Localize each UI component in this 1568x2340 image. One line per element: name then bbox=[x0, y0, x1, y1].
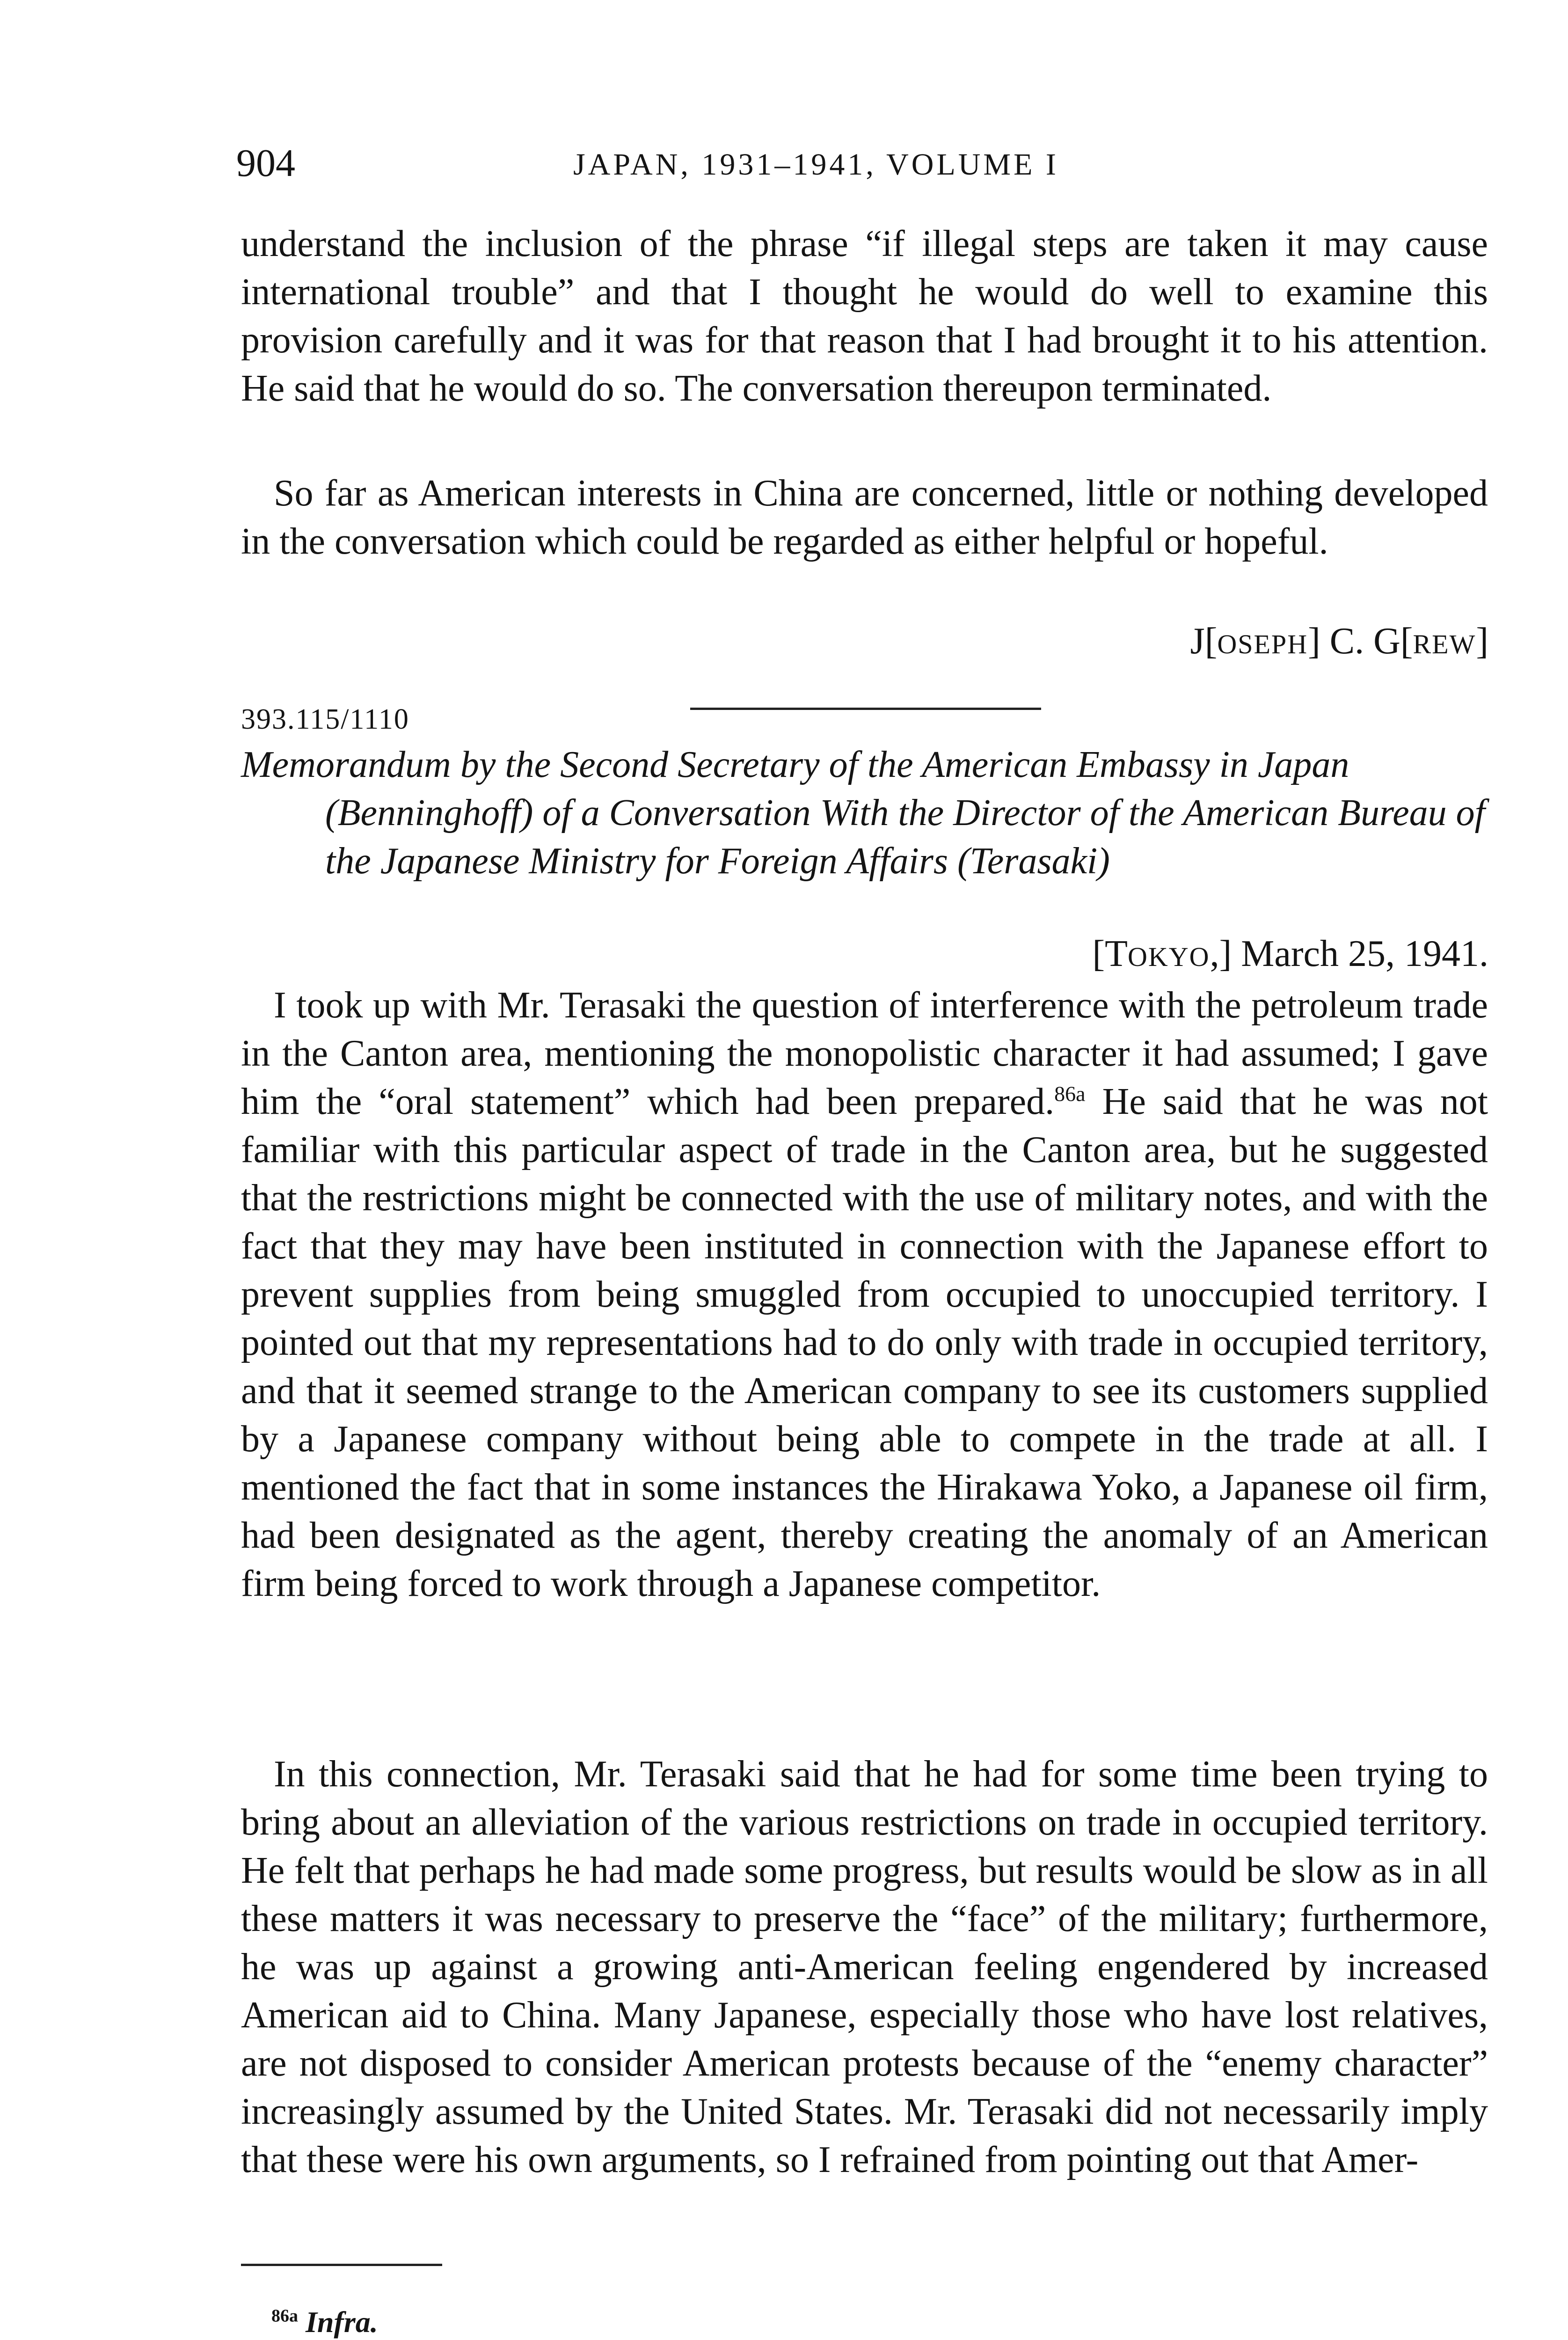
footnote-divider bbox=[241, 2264, 442, 2266]
running-title: JAPAN, 1931–1941, VOLUME I bbox=[573, 147, 1059, 182]
body-paragraph-2: In this connection, Mr. Terasaki said that he had for some time been trying to bring about an alleviation of the various restrictions on trade in occupied territory. He felt that perhaps he had made some progress, but results would be slow as in all these matters it was necessary to preserve the “face” of the military; furthermore, he was up against a growing anti-American feeling engendered by increased American aid to China. Many Japanese, especially those who have lost relatives, are not disposed to consider American protests because of the “enemy character” increasingly assumed by the United States. Mr. Terasaki did not necessarily imply that these were his own arguments, so I refrained from pointing out that Amer- bbox=[241, 1754, 1488, 2180]
footnote bbox=[271, 2305, 378, 2340]
footnote-marker: 86a bbox=[271, 2306, 298, 2326]
dateline-city: OKYO bbox=[1128, 942, 1210, 972]
page-number: 904 bbox=[236, 141, 295, 185]
memo-title: Memorandum by the Second Secretary of the American Embassy in Japan (Benninghoff) of a Conversation With the Director of the American Bureau of the Japanese Ministry for Foreign Affairs (Terasaki) bbox=[241, 744, 1485, 882]
signature-open: J[ bbox=[1190, 621, 1218, 662]
dateline bbox=[1093, 933, 1489, 975]
file-number: 393.115/1110 bbox=[241, 703, 409, 735]
signature-first-name: OSEPH bbox=[1217, 629, 1308, 659]
footnote-reference: 86a bbox=[1054, 1082, 1086, 1106]
signature-last-name: REW bbox=[1413, 629, 1476, 659]
paragraph-1-text-end: He said that he was not familiar with this particular aspect of trade in the Canton area, but he suggested that the restrictions might be connected with the use of military notes, and with the fact that they may have been instituted in connection with the Japanese effort to prevent supplies from being smuggled from occupied to unoccupied territory. I pointed out that my representations had to do only with trade in occupied territory, and that it seemed strange to the American company to see its customers supplied by a Japanese company without being able to compete in the trade at all. I mentioned the fact that in some instances the Hirakawa Yoko, a Japanese oil firm, had been designated as the agent, thereby creating the anomaly of an American firm being forced to work through a Japanese competitor. bbox=[241, 1081, 1488, 1604]
signature-middle: ] C. G[ bbox=[1308, 621, 1413, 662]
section-divider bbox=[690, 708, 1041, 710]
signature bbox=[1190, 620, 1488, 663]
signature-close: ] bbox=[1476, 621, 1488, 662]
body-paragraph-1 bbox=[241, 981, 1488, 1608]
dateline-date: ,] March 25, 1941. bbox=[1210, 933, 1488, 974]
paragraph-1-text-start: I took up with Mr. Terasaki the question of interference with the petroleum trade in the Canton area, mentioning the monopolistic character it had assumed; I gave him the “oral statement” which had been prepared. bbox=[241, 985, 1488, 1122]
conclusion-paragraph: So far as American interests in China are concerned, little or nothing developed in the conversation which could be regarded as either helpful or hopeful. bbox=[241, 473, 1488, 562]
continuation-paragraph: understand the inclusion of the phrase “if illegal steps are taken it may cause international trouble” and that I thought he would do well to examine this provision carefully and it was for that reason that I had brought it to his attention. He said that he would do so. The conversation thereupon terminated. bbox=[241, 223, 1488, 409]
footnote-text: Infra. bbox=[306, 2305, 378, 2339]
dateline-open: [T bbox=[1092, 933, 1128, 974]
page-header bbox=[236, 140, 1490, 197]
